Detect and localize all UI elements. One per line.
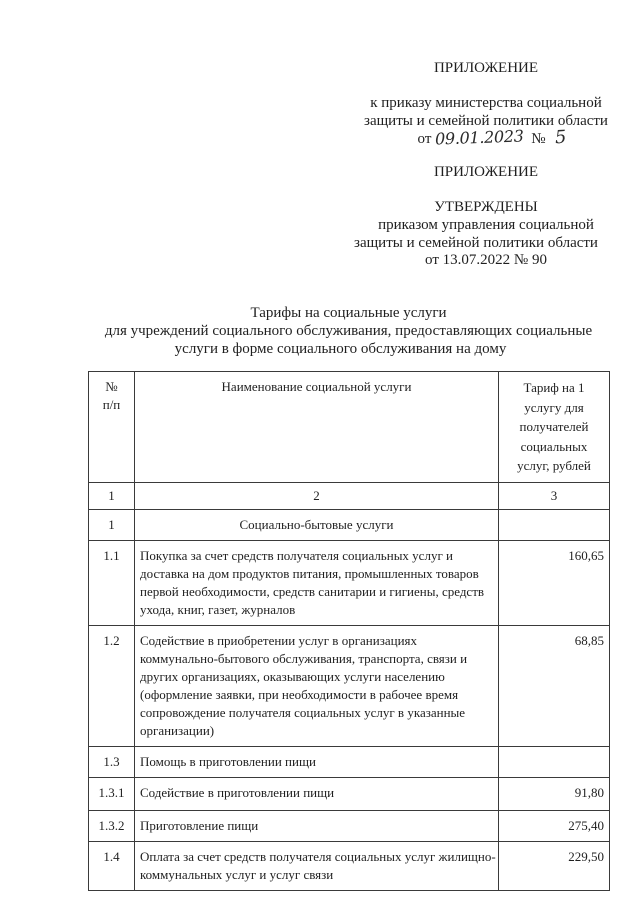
row-tariff: 91,80 [499, 777, 610, 810]
appendix-original-heading: ПРИЛОЖЕНИЕ [433, 164, 539, 180]
row-number: 1.4 [89, 841, 135, 890]
table-row-1-3 [89, 746, 610, 777]
row-tariff: 275,40 [499, 810, 610, 841]
table-header-row [89, 372, 610, 483]
header-tariff: Тариф на 1 услугу для получателей социальных услуг, рублей [499, 372, 610, 483]
row-tariff [499, 746, 610, 777]
row-number: 1.3 [89, 746, 135, 777]
appendix-original-line-3: от 13.07.2022 № 90 [425, 252, 547, 268]
table-row-1-4 [89, 841, 610, 890]
row-service-name: Оплата за счет средств получателя социальных услуг жилищно- коммунальных услуг и услуг связи [135, 841, 499, 890]
document-title-line-3: услуги в форме социального обслуживания на дому [174, 341, 507, 357]
appendix-original-line-2: защиты и семейной политики области [354, 235, 598, 251]
document-title-line-1: Тарифы на социальные услуги [250, 305, 447, 321]
appendix-order-line-2: защиты и семейной политики области [364, 113, 608, 129]
table-row-section-1 [89, 509, 610, 540]
table-row-1-3-1 [89, 777, 610, 810]
row-service-name: Содействие в приобретении услуг в организациях коммунально-бытового обслуживания, транспорта, связи и других организациях, оказывающих услуги населению (оформление заявки, при необходимости в рабочее время сопровождение получателя социальных услуг в указанные организации) [135, 625, 499, 746]
table-row-1-2 [89, 625, 610, 746]
row-number: 1.3.2 [89, 810, 135, 841]
header-service-name: Наименование социальной услуги [135, 372, 499, 483]
row-service-name: Помощь в приготовлении пищи [135, 746, 499, 777]
handwritten-number: 5 [554, 126, 568, 149]
header-number: № п/п [89, 372, 135, 483]
row-number: 1 [89, 509, 135, 540]
appendix-order-line-1: к приказу министерства социальной [370, 95, 602, 111]
date-prefix: от [417, 131, 432, 147]
row-service-name: Покупка за счет средств получателя социальных услуг и доставка на дом продуктов питания, промышленных товаров первой необходимости, средств санитарии и гигиены, средств ухода, книг, газет, журналов [135, 540, 499, 625]
row-service-name: Приготовление пищи [135, 810, 499, 841]
row-number: 1.3.1 [89, 777, 135, 810]
table-row-1-3-2 [89, 810, 610, 841]
appendix-original-line-1: приказом управления социальной [378, 217, 594, 233]
row-service-name: Социально-бытовые услуги [135, 509, 499, 540]
row-tariff: 160,65 [499, 540, 610, 625]
column-number-3: 3 [499, 482, 610, 509]
row-number: 1.1 [89, 540, 135, 625]
row-service-name: Содействие в приготовлении пищи [135, 777, 499, 810]
handwritten-date: 09.01.2023 [434, 126, 525, 149]
row-tariff: 229,50 [499, 841, 610, 890]
column-number-2: 2 [135, 482, 499, 509]
document-title-line-2: для учреждений социального обслуживания, предоставляющих социальные [104, 323, 593, 339]
column-number-1: 1 [89, 482, 135, 509]
table-row-1-1 [89, 540, 610, 625]
number-sign: № [531, 131, 546, 147]
appendix-order-date-line [352, 126, 632, 149]
appendix-heading: ПРИЛОЖЕНИЕ [433, 60, 539, 76]
tariffs-table [88, 371, 610, 891]
row-number: 1.2 [89, 625, 135, 746]
row-tariff: 68,85 [499, 625, 610, 746]
approved-label: УТВЕРЖДЕНЫ [434, 199, 538, 215]
row-tariff [499, 509, 610, 540]
column-numbers-row [89, 482, 610, 509]
